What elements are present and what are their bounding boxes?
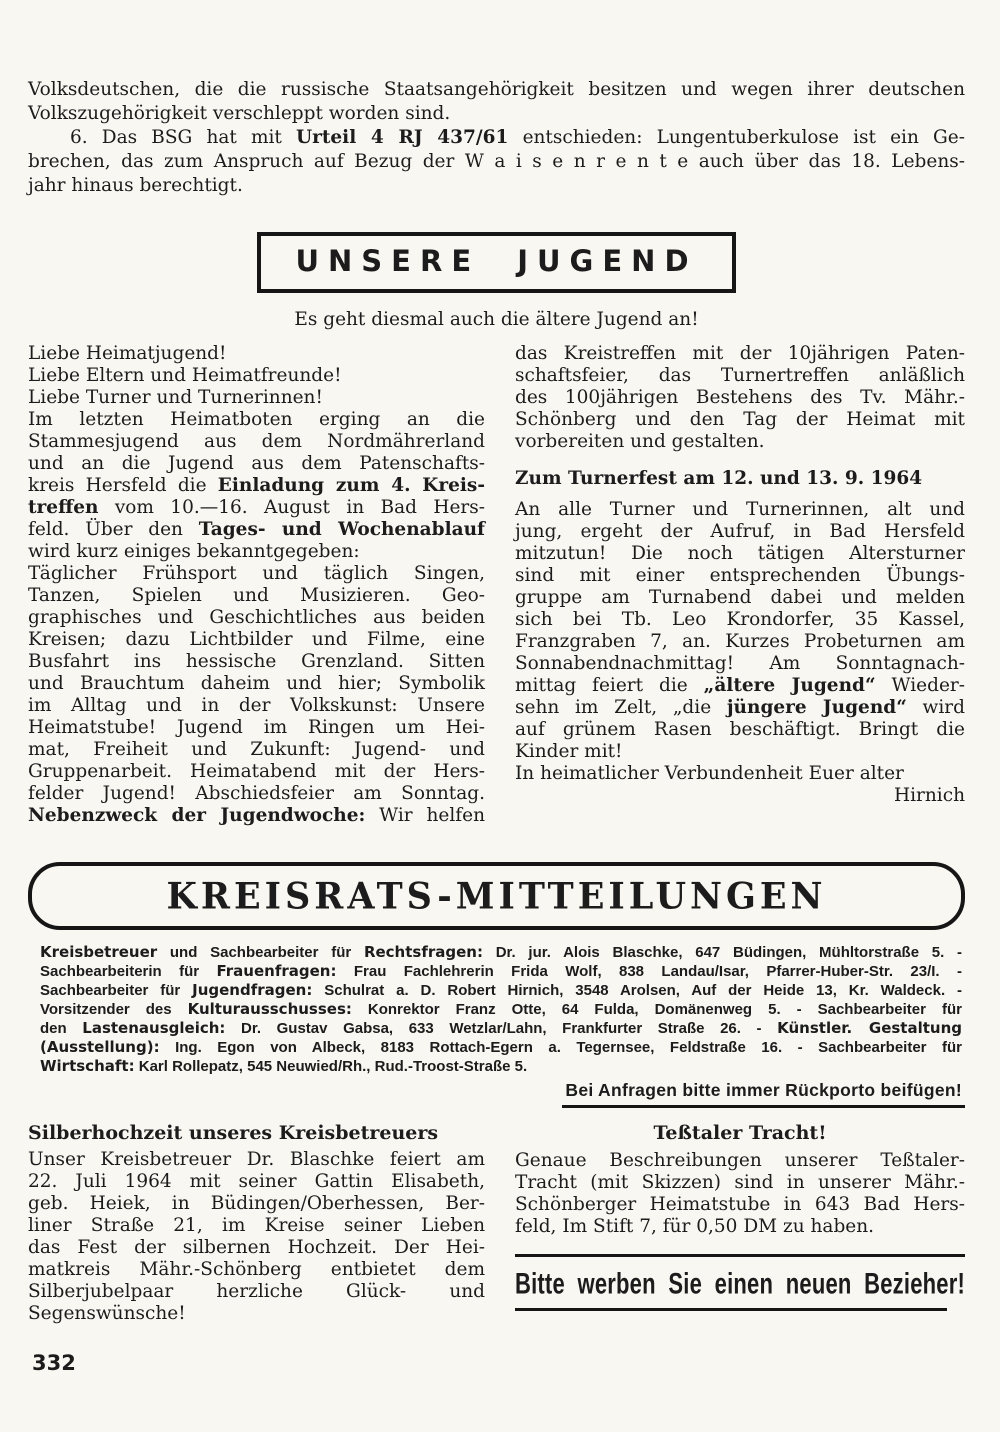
text-line: Kreisen; dazu Lichtbilder und Filme, eine — [28, 629, 485, 650]
text-block — [515, 468, 965, 490]
text-line: den Lastenausgleich: Dr. Gustav Gabsa, 633 Wetzlar/Lahn, Frankfurter Straße 26. - Künstler. Gestaltung — [40, 1019, 962, 1037]
text-block — [515, 763, 965, 785]
kreisrats-banner — [28, 862, 965, 930]
text-line: treffen vom 10.—16. August in Bad Hers- — [28, 497, 485, 518]
text-line: Franzgraben 7, an. Kurzes Probeturnen am — [515, 631, 965, 652]
text-line: schaftsfeier, das Turnertreffen anläßlich — [515, 365, 965, 386]
text-line: vorbereiten und gestalten. — [515, 431, 765, 452]
section-subtitle: Es geht diesmal auch die ältere Jugend an! — [294, 309, 699, 330]
text-line: Gruppenarbeit. Heimatabend mit der Hers- — [28, 761, 485, 782]
text-line: Teßtaler Tracht! — [653, 1122, 827, 1144]
promo-rule-top — [515, 1254, 965, 1257]
text-line: gruppe am Turnabend dabei und melden — [515, 587, 965, 608]
rueckporto-note-row — [28, 1080, 965, 1108]
text-line: Sonnabendnachmittag! Am Sonntagnach- — [515, 653, 965, 674]
text-line: Sachbearbeiter für Jugendfragen: Schulrat a. D. Robert Hirnich, 3548 Arolsen, Auf der Heide 13, Kr. Waldeck. - — [40, 981, 962, 999]
text-line: mittag feiert die „ältere Jugend“ Wieder- — [515, 675, 965, 696]
text-line: Tracht (mit Skizzen) sind in unserer Mähr.- — [515, 1172, 965, 1193]
text-line: das Kreistreffen mit der 10jährigen Paten- — [515, 343, 965, 364]
text-line: sich bei Tb. Leo Krondorfer, 35 Kassel, — [515, 609, 965, 630]
text-line: graphisches und Geschichtliches aus beiden — [28, 607, 485, 628]
text-line: matkreis Mähr.-Schönberg entbietet dem — [28, 1259, 485, 1280]
tracht-text — [515, 1122, 965, 1238]
section-title: UNSERE JUGEND — [295, 244, 698, 278]
text-line: Tanzen, Spielen und Musizieren. Geo- — [28, 585, 485, 606]
text-line: geb. Heiek, in Büdingen/Oberhessen, Ber- — [28, 1193, 485, 1214]
jugend-article — [28, 343, 965, 827]
text-line: An alle Turner und Turnerinnen, alt und — [515, 499, 965, 520]
text-line: Vorsitzender des Kulturausschusses: Konrektor Franz Otte, 64 Fulda, Domänenweg 5. - Sachbearbeiter für — [40, 1000, 962, 1018]
text-line: Busfahrt ins hessische Grenzland. Sitten — [28, 651, 485, 672]
text-block — [515, 785, 965, 807]
officials-info-block — [40, 943, 962, 1076]
text-line: Schönberger Heimatstube in 643 Bad Hers- — [515, 1194, 965, 1215]
text-line: Zum Turnerfest am 12. und 13. 9. 1964 — [515, 468, 923, 489]
text-block — [28, 563, 485, 827]
text-line: mitzutun! Die noch tätigen Altersturner — [515, 543, 965, 564]
text-line: feld, Im Stift 7, für 0,50 DM zu haben. — [515, 1216, 875, 1237]
text-line: des 100jährigen Bestehens des Tv. Mähr.- — [515, 387, 965, 408]
text-line: Sachbearbeiterin für Frauenfragen: Frau Fachlehrerin Frida Wolf, 838 Landau/Isar, Pfarrer-Huber-Str. 23/I. - — [40, 962, 962, 980]
text-line: In heimatlicher Verbundenheit Euer alter — [515, 763, 904, 784]
text-line: (Ausstellung): Ing. Egon von Albeck, 8183 Rottach-Egern a. Tegernsee, Feldstraße 16. - Sachbearbeiter für — [40, 1038, 962, 1056]
text-line: mat, Freiheit und Zukunft: Jugend- und — [28, 739, 485, 760]
text-line: 22. Juli 1964 mit seiner Gattin Elisabeth, — [28, 1171, 485, 1192]
text-line: jahr hinaus berechtigt. — [28, 175, 243, 196]
jugend-left-column — [28, 343, 485, 827]
text-line: Wirtschaft: Karl Rollepatz, 545 Neuwied/Rh., Rud.-Troost-Straße 5. — [40, 1057, 528, 1075]
text-line: Segenswünsche! — [28, 1303, 186, 1324]
text-line: auf grünem Rasen beschäftigt. Bringt die — [515, 719, 965, 740]
text-line: Volkszugehörigkeit verschleppt worden sind. — [28, 103, 451, 124]
text-line: und Brauchtum daheim und hier; Symbolik — [28, 673, 485, 694]
tracht-column — [515, 1122, 965, 1325]
jugend-right-column — [515, 343, 965, 827]
text-line: Heimatstube! Jugend im Ringen um Hei- — [28, 717, 485, 738]
text-line: feld. Über den Tages- und Wochenablauf — [28, 519, 485, 540]
text-line: Liebe Heimatjugend! — [28, 343, 227, 364]
text-line: Kinder mit! — [515, 741, 623, 762]
text-line: Täglicher Frühsport und täglich Singen, — [28, 563, 485, 584]
text-line: felder Jugend! Abschiedsfeier am Sonntag. — [28, 783, 485, 804]
text-block — [515, 1150, 965, 1238]
page-number: 332 — [32, 1351, 76, 1375]
text-line: Stammesjugend aus dem Nordmährerland — [28, 431, 485, 452]
text-line: Volksdeutschen, die die russische Staatsangehörigkeit besitzen und wegen ihrer deutschen — [28, 79, 965, 100]
text-block — [515, 343, 965, 453]
bottom-articles — [28, 1122, 965, 1325]
text-line: Genaue Beschreibungen unserer Teßtaler- — [515, 1150, 965, 1171]
text-line: 6. Das BSG hat mit Urteil 4 RJ 437/61 entschieden: Lungentuberkulose ist ein Ge- — [70, 127, 965, 148]
text-block — [40, 943, 962, 1076]
text-line: Schönberg und den Tag der Heimat mit — [515, 409, 965, 430]
text-block — [515, 499, 965, 763]
intro-paragraphs — [28, 78, 965, 198]
text-block — [28, 343, 485, 409]
promo-rule-bottom — [515, 1308, 947, 1311]
silberhochzeit-column — [28, 1122, 485, 1325]
text-line: sehn im Zelt, „die jüngere Jugend“ wird — [515, 697, 965, 718]
text-line: Nebenzweck der Jugendwoche: Wir helfen — [28, 805, 485, 826]
text-line: Liebe Turner und Turnerinnen! — [28, 387, 323, 408]
text-block — [28, 409, 485, 563]
text-line: das Fest der silbernen Hochzeit. Der Hei- — [28, 1237, 485, 1258]
text-line: wird kurz einiges bekanntgegeben: — [28, 541, 360, 562]
text-line: liner Straße 21, im Kreise seiner Lieben — [28, 1215, 485, 1236]
promo-text: Bitte werben Sie einen neuen Bezieher! — [515, 1266, 965, 1301]
text-line: sind mit einer entsprechenden Übungs- — [515, 565, 965, 586]
text-line: im Alltag und in der Volkskunst: Unsere — [28, 695, 485, 716]
text-line: Liebe Eltern und Heimatfreunde! — [28, 365, 342, 386]
text-line: Im letzten Heimatboten erging an die — [28, 409, 485, 430]
section-title-box — [257, 232, 735, 293]
rueckporto-note: Bei Anfragen bitte immer Rückporto beifügen! — [562, 1080, 965, 1108]
text-line: Silberhochzeit unseres Kreisbetreuers — [28, 1122, 439, 1144]
text-line: brechen, das zum Anspruch auf Bezug der W a i s e n r e n t e auch über das 18. Lebens- — [28, 151, 965, 172]
kreisrats-banner-title: KREISRATS-MITTEILUNGEN — [166, 874, 827, 918]
text-block — [28, 78, 965, 126]
text-line: Silberjubelpaar herzliche Glück- und — [28, 1281, 485, 1302]
text-line: kreis Hersfeld die Einladung zum 4. Kreis- — [28, 475, 485, 496]
text-line: Hirnich — [893, 785, 965, 806]
text-block — [28, 1149, 485, 1325]
text-line: und an die Jugend aus dem Patenschafts- — [28, 453, 485, 474]
text-line: Unser Kreisbetreuer Dr. Blaschke feiert am — [28, 1149, 485, 1170]
text-block — [28, 1122, 485, 1144]
text-block — [515, 1122, 965, 1144]
text-line: Kreisbetreuer und Sachbearbeiter für Rechtsfragen: Dr. jur. Alois Blaschke, 647 Büdingen, Mühltorstraße 5. - — [40, 943, 962, 961]
text-block — [28, 126, 965, 198]
text-line: jung, ergeht der Aufruf, in Bad Hersfeld — [515, 521, 965, 542]
